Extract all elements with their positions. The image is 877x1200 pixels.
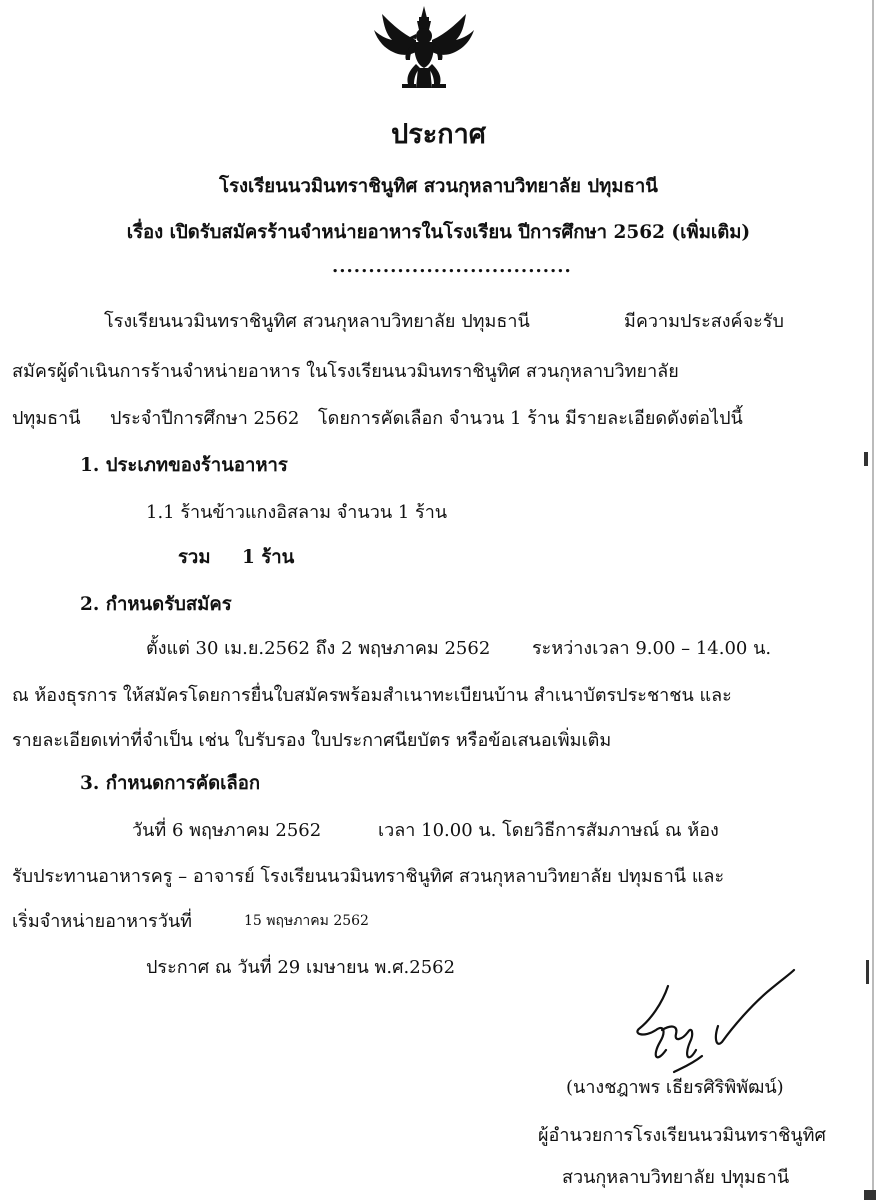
intro-line3-b: ประจำปีการศึกษา 2562	[110, 408, 300, 429]
announcement-title: ประกาศ	[391, 119, 486, 150]
signatory-position-line2: สวนกุหลาบวิทยาลัย ปทุมธานี	[562, 1167, 790, 1188]
signatory-position-line1: ผู้อำนวยการโรงเรียนนวมินทราชินูทิศ	[538, 1125, 826, 1146]
section1-total-label: รวม	[178, 547, 211, 568]
garuda-emblem-icon	[372, 4, 476, 90]
section2-heading: 2. กำหนดรับสมัคร	[80, 594, 232, 615]
scan-edge-right	[872, 0, 874, 1200]
subject-line: เรื่อง เปิดรับสมัครร้านจำหน่ายอาหารในโรงเรียน ปีการศึกษา 2562 (เพิ่มเติม)	[126, 222, 751, 243]
intro-line3-a: ปทุมธานี	[12, 408, 81, 429]
announcement-date: ประกาศ ณ วันที่ 29 เมษายน พ.ศ.2562	[146, 957, 456, 978]
section1-heading: 1. ประเภทของร้านอาหาร	[80, 455, 288, 476]
signatory-name: (นางชฎาพร เธียรศิริพิพัฒน์)	[566, 1077, 784, 1098]
scan-mark	[866, 960, 869, 984]
intro-line3-c: โดยการคัดเลือก จำนวน 1 ร้าน มีรายละเอียดดังต่อไปนี้	[318, 408, 743, 429]
section3-line3-a: เริ่มจำหน่ายอาหารวันที่	[12, 911, 192, 932]
section3-line1-b: เวลา 10.00 น. โดยวิธีการสัมภาษณ์ ณ ห้อง	[378, 820, 719, 841]
intro-line1-a: โรงเรียนนวมินทราชินูทิศ สวนกุหลาบวิทยาลัย ปทุมธานี	[104, 311, 530, 332]
section3-line2: รับประทานอาหารครู – อาจารย์ โรงเรียนนวมินทราชินูทิศ สวนกุหลาบวิทยาลัย ปทุมธานี และ	[12, 866, 725, 887]
section1-total-value: 1 ร้าน	[242, 547, 295, 568]
intro-line2: สมัครผู้ดำเนินการร้านจำหน่ายอาหาร ในโรงเรียนนวมินทราชินูทิศ สวนกุหลาบวิทยาลัย	[12, 361, 679, 382]
school-name-line: โรงเรียนนวมินทราชินูทิศ สวนกุหลาบวิทยาลัย ปทุมธานี	[219, 176, 658, 197]
intro-line1-b: มีความประสงค์จะรับ	[624, 311, 784, 332]
section2-line1-a: ตั้งแต่ 30 เม.ย.2562 ถึง 2 พฤษภาคม 2562	[146, 638, 491, 659]
section2-line1-b: ระหว่างเวลา 9.00 – 14.00 น.	[532, 638, 772, 659]
section3-line1-a: วันที่ 6 พฤษภาคม 2562	[132, 820, 322, 841]
section2-line2: ณ ห้องธุรการ ให้สมัครโดยการยื่นใบสมัครพร้อมสำเนาทะเบียนบ้าน สำเนาบัตรประชาชน และ	[12, 685, 732, 706]
handwritten-signature-icon	[622, 968, 812, 1078]
section1-item: 1.1 ร้านข้าวแกงอิสลาม จำนวน 1 ร้าน	[146, 502, 448, 523]
scan-mark	[864, 1190, 876, 1200]
section3-heading: 3. กำหนดการคัดเลือก	[80, 773, 261, 794]
separator-dots: .................................	[332, 256, 572, 277]
scan-mark	[864, 452, 868, 466]
section2-line3: รายละเอียดเท่าที่จำเป็น เช่น ใบรับรอง ใบประกาศนียบัตร หรือข้อเสนอเพิ่มเติม	[12, 730, 612, 751]
section3-line3-b: 15 พฤษภาคม 2562	[244, 913, 369, 929]
